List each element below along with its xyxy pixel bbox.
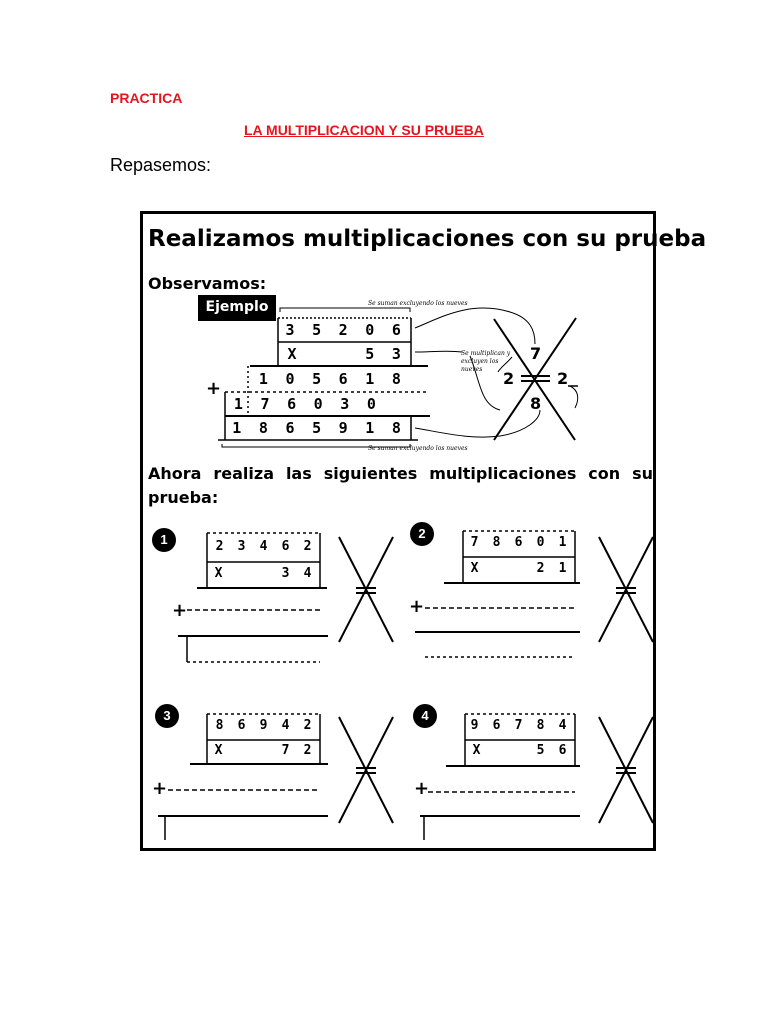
exercise-3-multiplier-digit: 2: [303, 743, 312, 758]
example-partial-1-digit: 0: [285, 370, 295, 388]
example-multiplier-digit: X: [287, 345, 297, 363]
example-partial-1-digit: 8: [391, 370, 401, 388]
exercise-2-badge: 2: [410, 522, 434, 546]
exercise-2-multiplicand-digit: 8: [492, 535, 501, 550]
exercise-1-multiplier-digit: 4: [303, 566, 312, 581]
exercise-2-multiplier-digit: X: [470, 561, 479, 576]
exercise-2-plus-sign: +: [409, 596, 425, 617]
exercise-1-multiplicand-digit: 2: [303, 539, 312, 554]
page-title: LA MULTIPLICACION Y SU PRUEBA: [244, 122, 484, 138]
example-partial-1-digit: 1: [258, 370, 268, 388]
example-partial-2-digit: 0: [313, 395, 323, 413]
exercise-2-multiplicand-digit: 6: [514, 535, 523, 550]
instruction-text: Ahora realiza las siguientes multiplicaciones con su prueba:: [148, 464, 653, 507]
exercise-3-multiplicand-digit: 9: [259, 718, 268, 733]
example-multiplicand-digit: 2: [338, 321, 348, 339]
exercise-3-plus-sign: +: [152, 778, 168, 799]
example-multiplicand-digit: 5: [312, 321, 322, 339]
example-partial-2-digit: 6: [287, 395, 297, 413]
exercise-2-multiplicand-digit: 1: [558, 535, 567, 550]
example-result-digit: 6: [285, 419, 295, 437]
intro-text: Repasemos:: [110, 155, 212, 175]
example-proof-bottom: 8: [530, 394, 542, 413]
exercise-1-multiplier-digit: 3: [281, 566, 290, 581]
exercise-4-multiplicand-digit: 6: [492, 718, 501, 733]
exercise-3-multiplicand-digit: 8: [215, 718, 224, 733]
exercise-3-multiplier-digit: 7: [281, 743, 290, 758]
exercise-2-multiplier-digit: 1: [558, 561, 567, 576]
observe-heading: Observamos:: [148, 274, 267, 293]
exercise-3-badge: 3: [155, 704, 179, 728]
exercise-4-multiplier-digit: 5: [536, 743, 545, 758]
example-partial-1-digit: 5: [312, 370, 322, 388]
exercise-4-multiplier-digit: X: [472, 743, 481, 758]
note-sum-top: Se suman excluyendo los nueves: [368, 300, 468, 307]
example-proof-right: 2: [557, 369, 569, 388]
example-multiplicand-digit: 6: [391, 321, 401, 339]
exercise-4-multiplicand-digit: 4: [558, 718, 567, 733]
exercise-3-multiplicand-digit: 2: [303, 718, 312, 733]
exercise-1-multiplier-digit: X: [214, 566, 223, 581]
exercise-3-multiplier-digit: X: [214, 743, 223, 758]
exercise-4-multiplicand-digit: 9: [470, 718, 479, 733]
exercise-3-multiplicand-digit: 4: [281, 718, 290, 733]
example-multiplicand-digit: 0: [365, 321, 375, 339]
exercise-4-multiplier-digit: 6: [558, 743, 567, 758]
worksheet-title: Realizamos multiplicaciones con su prueba: [148, 226, 707, 252]
example-partial-2-digit: 0: [366, 395, 376, 413]
note-multiply: Se multiplican y excluyen los nueves: [461, 350, 511, 373]
exercise-4-multiplicand-digit: 7: [514, 718, 523, 733]
exercise-4-plus-sign: +: [414, 778, 430, 799]
exercise-1-multiplicand-digit: 6: [281, 539, 290, 554]
exercise-1-plus-sign: +: [172, 600, 188, 621]
example-plus-sign: +: [206, 378, 222, 399]
exercise-1-badge: 1: [152, 528, 176, 552]
exercise-4-multiplicand-digit: 8: [536, 718, 545, 733]
example-proof-top: 7: [530, 344, 542, 363]
example-multiplier-digit: 3: [391, 345, 401, 363]
example-partial-2-digit: 7: [260, 395, 270, 413]
example-multiplicand-digit: 3: [285, 321, 295, 339]
exercise-1-multiplicand-digit: 4: [259, 539, 268, 554]
exercise-2-multiplicand-digit: 7: [470, 535, 479, 550]
exercise-2-multiplier-digit: 2: [536, 561, 545, 576]
example-result-digit: 1: [365, 419, 375, 437]
example-partial-2-digit: 3: [340, 395, 350, 413]
example-proof-left: 2: [503, 369, 515, 388]
example-partial-1-digit: 1: [365, 370, 375, 388]
example-result-digit: 9: [338, 419, 348, 437]
example-result-digit: 8: [258, 419, 268, 437]
exercise-2-multiplicand-digit: 0: [536, 535, 545, 550]
example-multiplier-digit: 5: [365, 345, 375, 363]
example-partial-2-digit: 1: [233, 395, 243, 413]
example-result-digit: 5: [312, 419, 322, 437]
example-result-digit: 1: [232, 419, 242, 437]
example-partial-1-digit: 6: [338, 370, 348, 388]
exercise-4-badge: 4: [413, 704, 437, 728]
exercise-1-multiplicand-digit: 2: [215, 539, 224, 554]
example-badge: Ejemplo: [198, 295, 276, 321]
exercise-1-multiplicand-digit: 3: [237, 539, 246, 554]
note-sum-bottom: Se suman excluyendo los nueves: [368, 445, 468, 452]
practice-label: PRACTICA: [110, 90, 183, 106]
exercise-3-multiplicand-digit: 6: [237, 718, 246, 733]
example-result-digit: 8: [391, 419, 401, 437]
